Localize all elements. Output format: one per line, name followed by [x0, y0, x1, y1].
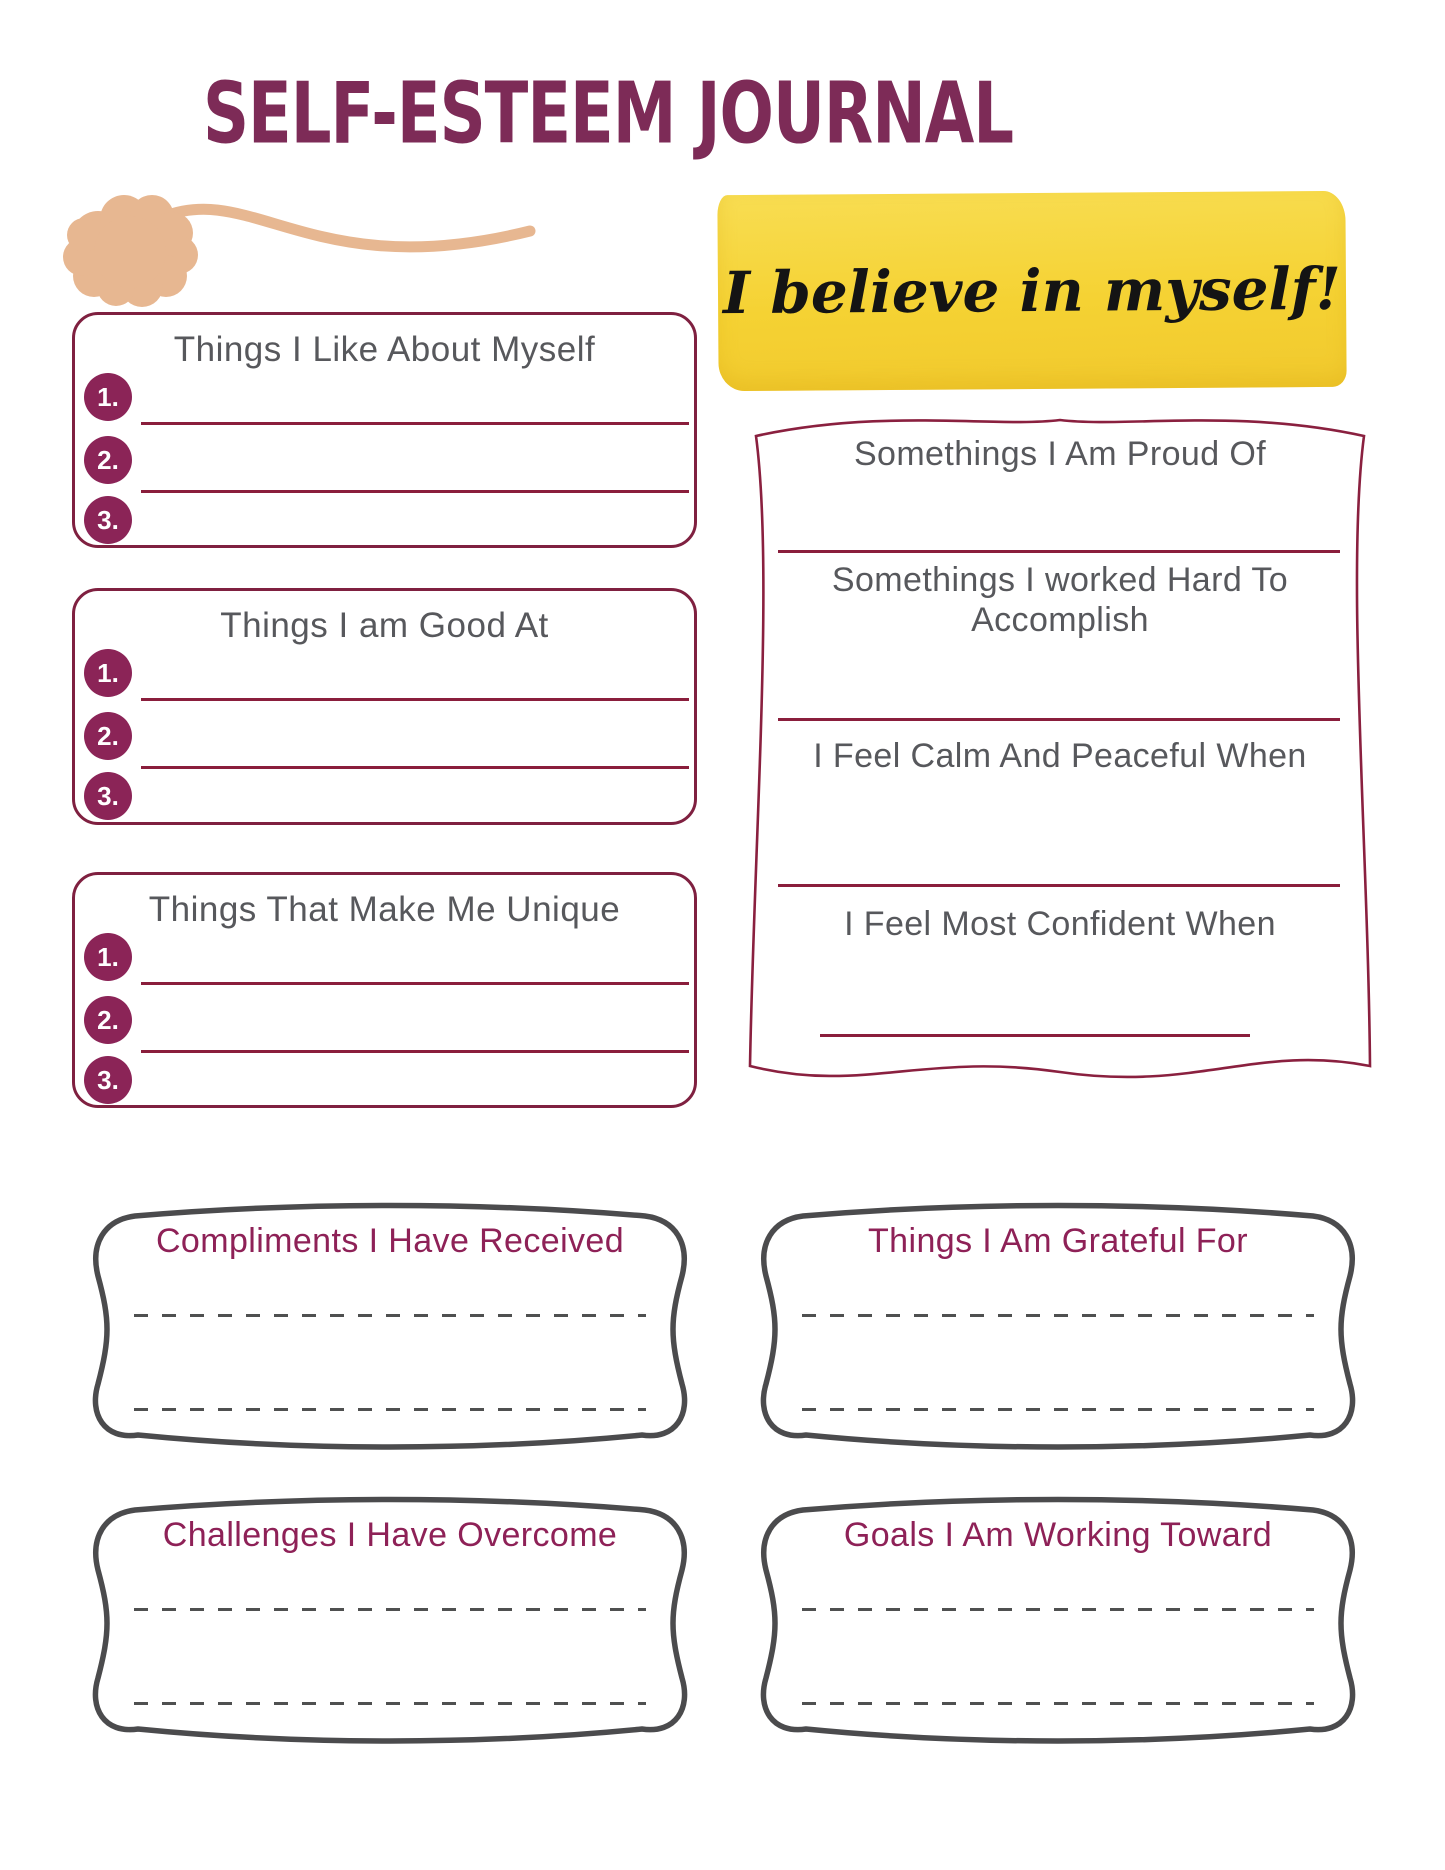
dashed-write-line — [802, 1702, 1314, 1705]
flower-doodle-icon — [58, 185, 538, 310]
reflection-frame-grateful — [748, 1192, 1368, 1460]
write-line — [141, 982, 689, 985]
page-title: SELF-ESTEEM JOURNAL — [202, 66, 1014, 164]
write-line — [820, 1034, 1250, 1037]
write-line — [778, 884, 1340, 887]
write-line — [141, 1050, 689, 1053]
reflection-title: Compliments I Have Received — [155, 1222, 625, 1260]
affirmation-text: I believe in myself! — [722, 254, 1342, 328]
prompt-label-text: Somethings I worked Hard To Accomplish — [831, 561, 1289, 639]
dashed-write-line — [134, 1608, 646, 1611]
dashed-write-line — [802, 1608, 1314, 1611]
reflection-frame-challenges — [80, 1486, 700, 1754]
numbered-box-like-about-myself — [72, 312, 697, 548]
prompt-label: I Feel Most Confident When — [844, 905, 1276, 943]
dashed-write-line — [802, 1408, 1314, 1411]
write-line — [141, 766, 689, 769]
prompt-box — [744, 402, 1376, 1090]
number-badge: 2. — [84, 436, 132, 484]
write-line — [141, 422, 689, 425]
number-badge: 1. — [84, 933, 132, 981]
number-badge: 1. — [84, 373, 132, 421]
numbered-box-good-at — [72, 588, 697, 825]
number-badge: 1. — [84, 649, 132, 697]
dashed-write-line — [802, 1314, 1314, 1317]
reflection-frame-compliments — [80, 1192, 700, 1460]
dashed-write-line — [134, 1702, 646, 1705]
numbered-box-make-me-unique — [72, 872, 697, 1108]
number-badge: 2. — [84, 996, 132, 1044]
write-line — [778, 550, 1340, 553]
numbered-box-title: Things I am Good At — [220, 606, 549, 645]
reflection-title: Goals I Am Working Toward — [843, 1516, 1273, 1554]
affirmation-highlight — [717, 191, 1346, 391]
prompt-label: Somethings I Am Proud Of — [853, 435, 1267, 473]
write-line — [141, 698, 689, 701]
dashed-write-line — [134, 1314, 646, 1317]
dashed-write-line — [134, 1408, 646, 1411]
prompt-label: I Feel Calm And Peaceful When — [813, 737, 1307, 775]
numbered-box-title: Things That Make Me Unique — [148, 890, 621, 929]
prompt-label — [744, 560, 1376, 640]
reflection-frame-goals — [748, 1486, 1368, 1754]
reflection-title: Challenges I Have Overcome — [162, 1516, 618, 1554]
numbered-box-title: Things I Like About Myself — [173, 330, 596, 369]
number-badge: 2. — [84, 712, 132, 760]
number-badge: 3. — [84, 772, 132, 820]
number-badge: 3. — [84, 496, 132, 544]
write-line — [141, 490, 689, 493]
write-line — [778, 718, 1340, 721]
number-badge: 3. — [84, 1056, 132, 1104]
reflection-title: Things I Am Grateful For — [868, 1222, 1248, 1260]
